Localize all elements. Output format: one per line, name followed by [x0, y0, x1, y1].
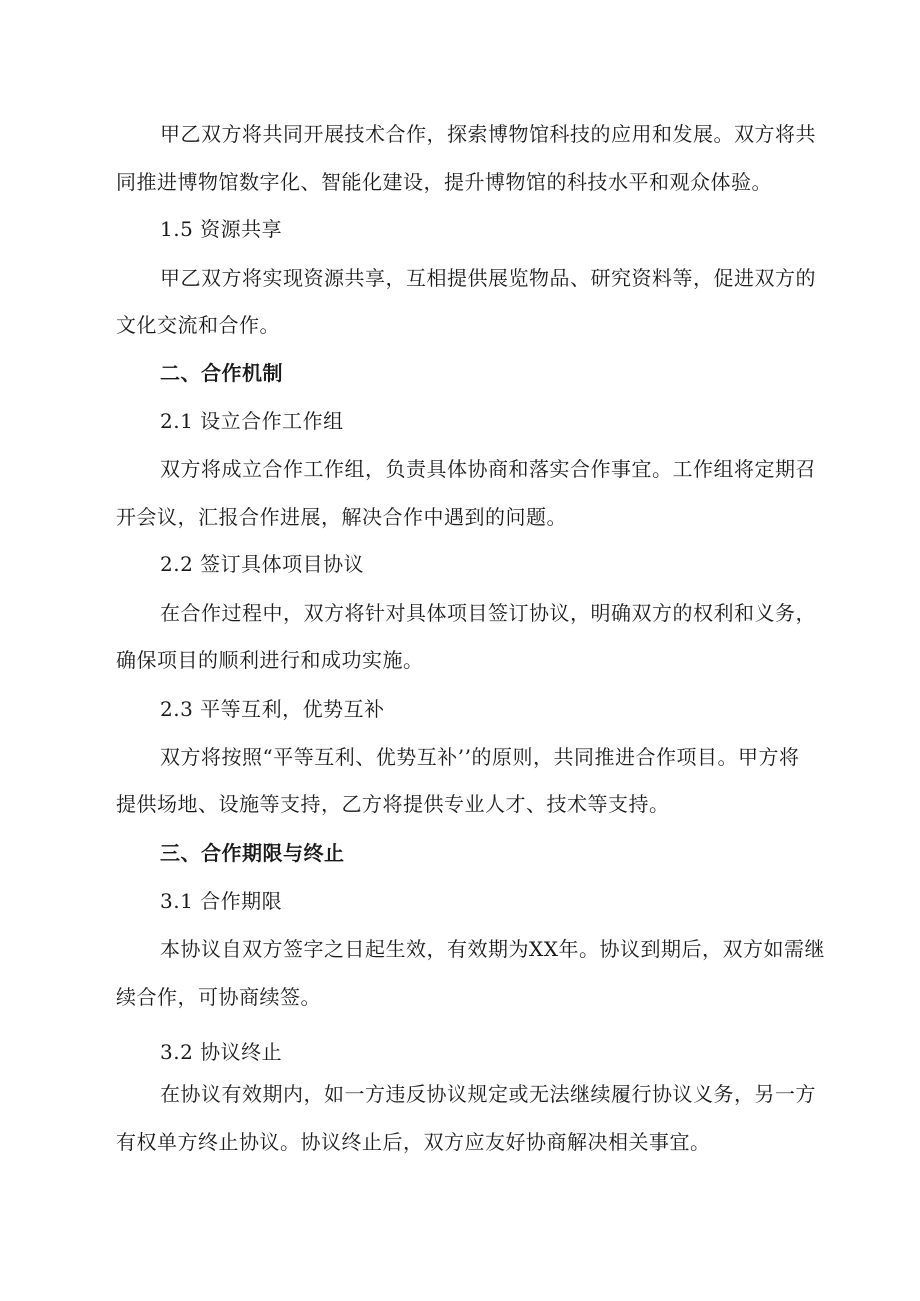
paragraph-line: 续合作，可协商续签。 — [116, 985, 321, 1009]
subsection-heading: 3.2 协议终止 — [160, 1040, 283, 1064]
section-heading: 二、合作机制 — [160, 361, 283, 385]
paragraph-line: 有权单方终止协议。协议终止后，双方应友好协商解决相关事宜。 — [116, 1130, 711, 1154]
subsection-heading: 3.1 合作期限 — [160, 889, 283, 913]
paragraph-line: 文化交流和合作。 — [116, 313, 280, 337]
paragraph-line: 在合作过程中，双方将针对具体项目签订协议，明确双方的权利和义务， — [160, 601, 816, 625]
paragraph-line: 提供场地、设施等支持，乙方将提供专业人才、技术等支持。 — [116, 792, 670, 816]
subsection-heading: 1.5 资源共享 — [160, 217, 283, 241]
paragraph-line: 开会议，汇报合作进展，解决合作中遇到的问题。 — [116, 505, 567, 529]
paragraph-line: 双方将按照“平等互利、优势互补’’的原则，共同推进合作项目。甲方将 — [160, 745, 800, 769]
paragraph-line: 双方将成立合作工作组，负责具体协商和落实合作事宜。工作组将定期召 — [160, 457, 816, 481]
paragraph-line: 甲乙双方将实现资源共享，互相提供展览物品、研究资料等，促进双方的 — [160, 266, 816, 290]
subsection-heading: 2.1 设立合作工作组 — [160, 409, 344, 433]
subsection-heading: 2.2 签订具体项目协议 — [160, 552, 365, 576]
paragraph-line: 同推进博物馆数字化、智能化建设，提升博物馆的科技水平和观众体验。 — [116, 170, 772, 194]
section-heading: 三、合作期限与终止 — [160, 841, 345, 865]
paragraph-line: 确保项目的顺利进行和成功实施。 — [116, 648, 424, 672]
paragraph-line: 甲乙双方将共同开展技术合作，探索博物馆科技的应用和发展。双方将共 — [160, 122, 816, 146]
subsection-heading: 2.3 平等互利，优势互补 — [160, 697, 385, 721]
paragraph-line: 本协议自双方签字之日起生效，有效期为XX年。协议到期后，双方如需继 — [160, 937, 825, 961]
paragraph-line: 在协议有效期内，如一方违反协议规定或无法继续履行协议义务，另一方 — [160, 1082, 816, 1106]
